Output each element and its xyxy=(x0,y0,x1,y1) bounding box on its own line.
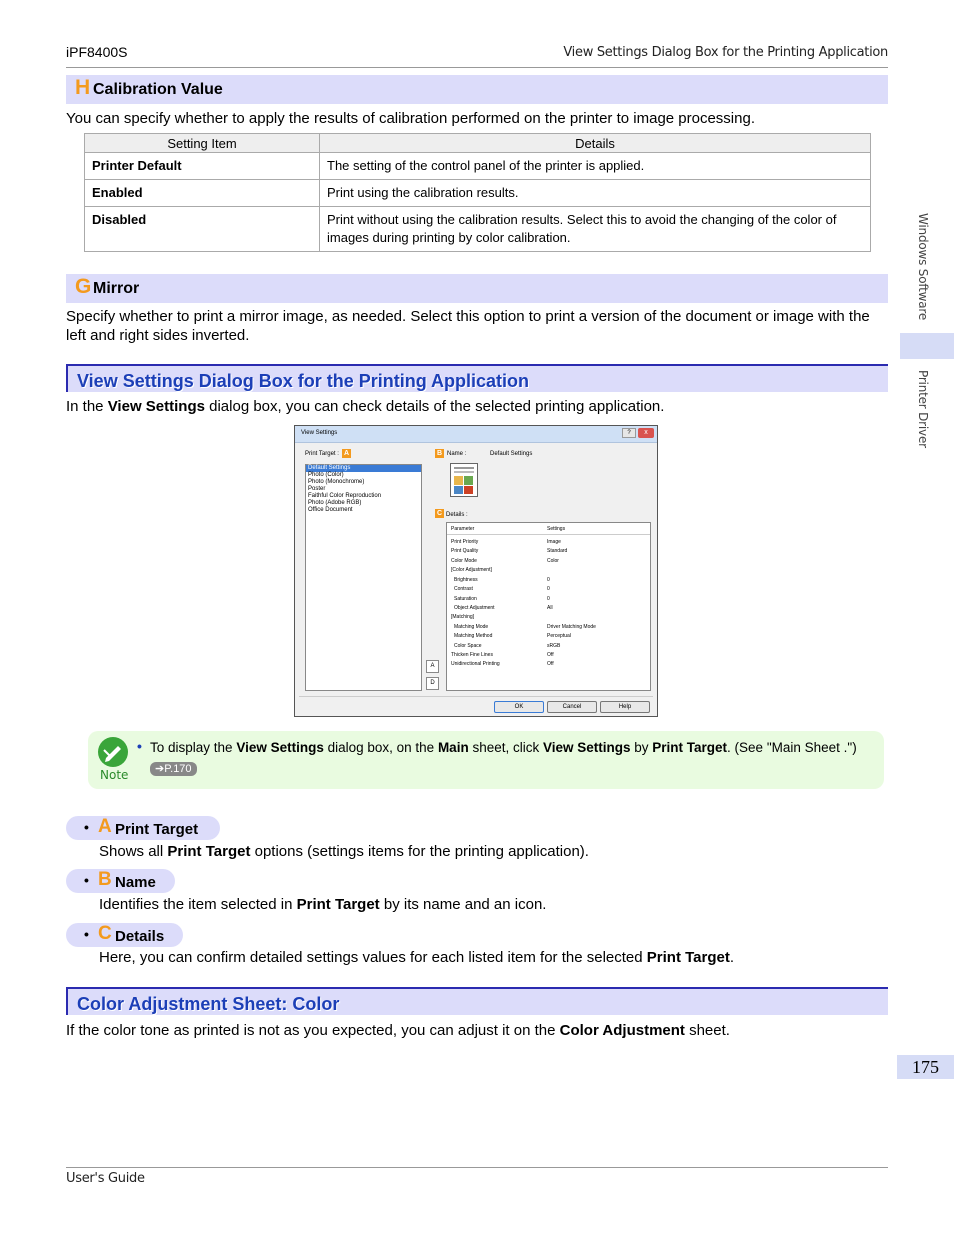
view-settings-section-heading xyxy=(66,364,888,392)
list-item[interactable]: Photo (Monochrome) xyxy=(308,479,365,485)
table-row xyxy=(85,180,871,207)
section-title: View Settings Dialog Box for the Printing Application xyxy=(77,371,530,391)
mirror-text: Specify whether to print a mirror image, as needed. Select this option to print a version of the document or image with the left and right sides inverted. xyxy=(66,308,870,344)
close-icon[interactable]: x xyxy=(638,428,654,438)
item-description: Shows all Print Target options (settings items for the printing application). xyxy=(99,843,589,860)
table-header-row xyxy=(85,134,871,153)
list-item: Object Adjustment All xyxy=(454,605,553,611)
list-item: [Color Adjustment] xyxy=(451,567,492,573)
item-description: Identifies the item selected in Print Target by its name and an icon. xyxy=(99,896,547,913)
sidebar-active-marker xyxy=(900,333,954,359)
item-bullet: • xyxy=(84,926,89,942)
table-row xyxy=(85,207,871,252)
setting-item-cell: Enabled xyxy=(85,180,320,207)
details-cell: Print without using the calibration results. Select this to avoid the changing of the color of images during printing by color calibration. xyxy=(320,207,871,252)
heading-title: Calibration Value xyxy=(93,81,223,98)
setting-item-cell: Printer Default xyxy=(85,153,320,180)
list-item: [Matching] xyxy=(451,614,475,620)
list-item[interactable]: Default Settings xyxy=(306,465,421,472)
dialog-titlebar xyxy=(295,426,657,443)
help-button[interactable]: Help xyxy=(600,701,650,713)
list-item: Print Quality Standard xyxy=(451,548,568,554)
details-label: Details : xyxy=(446,512,468,518)
list-item: Matching Method Perceptual xyxy=(454,633,571,639)
color-adjustment-section-heading xyxy=(66,987,888,1015)
note-pencil-icon xyxy=(98,737,128,767)
col-header-details: Details xyxy=(320,134,871,153)
list-item[interactable]: Photo (Adobe RGB) xyxy=(308,500,362,506)
list-item: Saturation 0 xyxy=(454,596,550,602)
note-text: To display the View Settings dialog box, on the Main sheet, click View Settings by Print Target. (See "Main Sheet .") ➔P.170 xyxy=(150,740,857,775)
view-settings-dialog xyxy=(294,425,658,717)
print-target-thumbnail-icon xyxy=(450,463,478,497)
ok-button[interactable]: OK xyxy=(494,701,544,713)
item-heading-print-target xyxy=(66,816,220,840)
name-value: Default Settings xyxy=(490,451,533,457)
item-letter: A xyxy=(98,816,112,837)
details-list[interactable] xyxy=(446,522,651,691)
list-item[interactable]: Faithful Color Reproduction xyxy=(308,493,382,499)
calibration-intro: You can specify whether to apply the results of calibration performed on the printer to image processing. xyxy=(66,110,755,127)
view-settings-intro: In the View Settings dialog box, you can check details of the selected printing application. xyxy=(66,398,665,415)
print-target-list[interactable] xyxy=(305,464,422,691)
item-heading-details xyxy=(66,923,183,947)
footer-rule xyxy=(66,1167,888,1168)
dialog-separator xyxy=(299,696,653,697)
sort-descending-icon[interactable]: D xyxy=(426,677,439,690)
item-description: Here, you can confirm detailed settings values for each listed item for the selected Print Target. xyxy=(99,949,735,966)
header-rule xyxy=(66,67,888,68)
mirror-heading xyxy=(66,274,888,303)
help-icon[interactable]: ? xyxy=(622,428,636,438)
list-item: Thicken Fine Lines Off xyxy=(451,652,554,658)
color-adjustment-intro: If the color tone as printed is not as you expected, you can adjust it on the Color Adjustment sheet. xyxy=(66,1022,730,1039)
product-model: iPF8400S xyxy=(66,44,128,60)
callout-a: A xyxy=(343,450,350,457)
sidebar-chapter-label[interactable]: Printer Driver xyxy=(916,370,930,448)
sort-ascending-icon[interactable]: A xyxy=(426,660,439,673)
heading-letter-g: G xyxy=(75,275,92,298)
list-item: Color Mode Color xyxy=(451,558,559,564)
list-item: Contrast 0 xyxy=(454,586,550,592)
list-item[interactable]: Office Document xyxy=(308,507,353,513)
footer-guide-title: User's Guide xyxy=(66,1171,145,1186)
item-letter: C xyxy=(98,923,112,944)
heading-letter-h: H xyxy=(75,76,91,99)
section-title: Color Adjustment Sheet: Color xyxy=(77,994,340,1014)
list-item[interactable]: Poster xyxy=(308,486,326,492)
callout-b: B xyxy=(436,450,443,457)
note-bullet: • xyxy=(137,738,142,754)
list-item: Color Space sRGB xyxy=(454,643,561,649)
print-target-label: Print Target : xyxy=(305,451,339,457)
details-cell: The setting of the control panel of the printer is applied. xyxy=(320,153,871,180)
details-col-parameter: Parameter xyxy=(451,526,475,532)
page-number: 175 xyxy=(897,1055,954,1079)
list-item: Unidirectional Printing Off xyxy=(451,661,554,667)
item-title: Name xyxy=(115,874,156,891)
item-bullet: • xyxy=(84,819,89,835)
setting-item-cell: Disabled xyxy=(85,207,320,252)
item-letter: B xyxy=(98,869,112,890)
cancel-button[interactable]: Cancel xyxy=(547,701,597,713)
note-box xyxy=(88,731,884,789)
running-title: View Settings Dialog Box for the Printing Application xyxy=(563,45,888,60)
callout-c: C xyxy=(436,510,443,517)
dialog-title: View Settings xyxy=(301,430,338,436)
item-heading-name xyxy=(66,869,175,893)
page-reference-link[interactable]: ➔P.170 xyxy=(150,762,197,776)
col-header-setting-item: Setting Item xyxy=(85,134,320,153)
note-label: Note xyxy=(100,768,129,782)
details-cell: Print using the calibration results. xyxy=(320,180,871,207)
item-title: Print Target xyxy=(115,821,199,838)
name-label: Name : xyxy=(447,451,467,457)
calibration-table xyxy=(84,133,871,252)
item-bullet: • xyxy=(84,872,89,888)
list-item: Brightness 0 xyxy=(454,577,550,583)
table-row xyxy=(85,153,871,180)
sidebar-section-label[interactable]: Windows Software xyxy=(916,213,930,321)
list-item: Print Priority Image xyxy=(451,539,561,545)
item-title: Details xyxy=(115,928,165,945)
list-item[interactable]: Photo (Color) xyxy=(308,472,344,478)
details-header xyxy=(447,523,650,535)
details-col-settings: Settings xyxy=(547,526,566,532)
list-item: Matching Mode Driver Matching Mode xyxy=(454,624,596,630)
calibration-heading xyxy=(66,75,888,104)
heading-title: Mirror xyxy=(93,280,140,297)
